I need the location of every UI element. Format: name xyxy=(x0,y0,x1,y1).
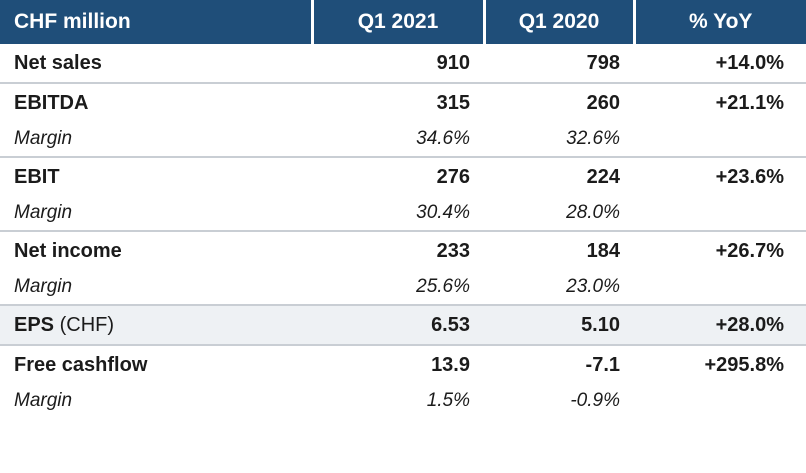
table-row xyxy=(0,122,806,157)
cell-q1-2020: 184 xyxy=(484,231,634,270)
cell-q1-2020: 224 xyxy=(484,157,634,196)
cell-yoy: +14.0% xyxy=(634,44,806,83)
cell-yoy xyxy=(634,196,806,231)
cell-yoy xyxy=(634,270,806,305)
cell-q1-2021: 910 xyxy=(312,44,484,83)
row-label: Net sales xyxy=(0,44,312,83)
cell-yoy: +28.0% xyxy=(634,305,806,345)
cell-q1-2020: 5.10 xyxy=(484,305,634,345)
row-label: Margin xyxy=(0,122,312,157)
cell-q1-2020: 798 xyxy=(484,44,634,83)
table-row xyxy=(0,345,806,384)
row-label: Margin xyxy=(0,196,312,231)
row-label: EPS (CHF) xyxy=(0,305,312,345)
row-label: Free cashflow xyxy=(0,345,312,384)
table-body xyxy=(0,44,806,418)
cell-yoy: +295.8% xyxy=(634,345,806,384)
cell-q1-2021: 34.6% xyxy=(312,122,484,157)
cell-q1-2020: 260 xyxy=(484,83,634,122)
table-row xyxy=(0,83,806,122)
cell-q1-2020: -7.1 xyxy=(484,345,634,384)
table-header-row xyxy=(0,0,806,44)
row-label-unit: (CHF) xyxy=(54,313,115,336)
cell-yoy: +26.7% xyxy=(634,231,806,270)
cell-q1-2020: 28.0% xyxy=(484,196,634,231)
cell-q1-2020: 32.6% xyxy=(484,122,634,157)
row-label: Margin xyxy=(0,384,312,418)
table-row xyxy=(0,305,806,345)
row-label: Net income xyxy=(0,231,312,270)
cell-q1-2021: 233 xyxy=(312,231,484,270)
table-row xyxy=(0,196,806,231)
table-header xyxy=(0,0,806,44)
cell-q1-2021: 13.9 xyxy=(312,345,484,384)
cell-yoy: +21.1% xyxy=(634,83,806,122)
table-row xyxy=(0,231,806,270)
header-cell-q1-2021: Q1 2021 xyxy=(312,0,484,44)
cell-q1-2021: 1.5% xyxy=(312,384,484,418)
cell-q1-2021: 276 xyxy=(312,157,484,196)
cell-yoy: +23.6% xyxy=(634,157,806,196)
cell-q1-2021: 30.4% xyxy=(312,196,484,231)
row-label: EBIT xyxy=(0,157,312,196)
table-row xyxy=(0,44,806,83)
header-cell-yoy: % YoY xyxy=(634,0,806,44)
header-cell-unit: CHF million xyxy=(0,0,312,44)
cell-q1-2020: 23.0% xyxy=(484,270,634,305)
header-cell-q1-2020: Q1 2020 xyxy=(484,0,634,44)
table-row xyxy=(0,384,806,418)
cell-yoy xyxy=(634,384,806,418)
cell-yoy xyxy=(634,122,806,157)
table-row xyxy=(0,157,806,196)
table-row xyxy=(0,270,806,305)
cell-q1-2021: 25.6% xyxy=(312,270,484,305)
row-label: Margin xyxy=(0,270,312,305)
cell-q1-2021: 315 xyxy=(312,83,484,122)
row-label: EBITDA xyxy=(0,83,312,122)
cell-q1-2020: -0.9% xyxy=(484,384,634,418)
cell-q1-2021: 6.53 xyxy=(312,305,484,345)
